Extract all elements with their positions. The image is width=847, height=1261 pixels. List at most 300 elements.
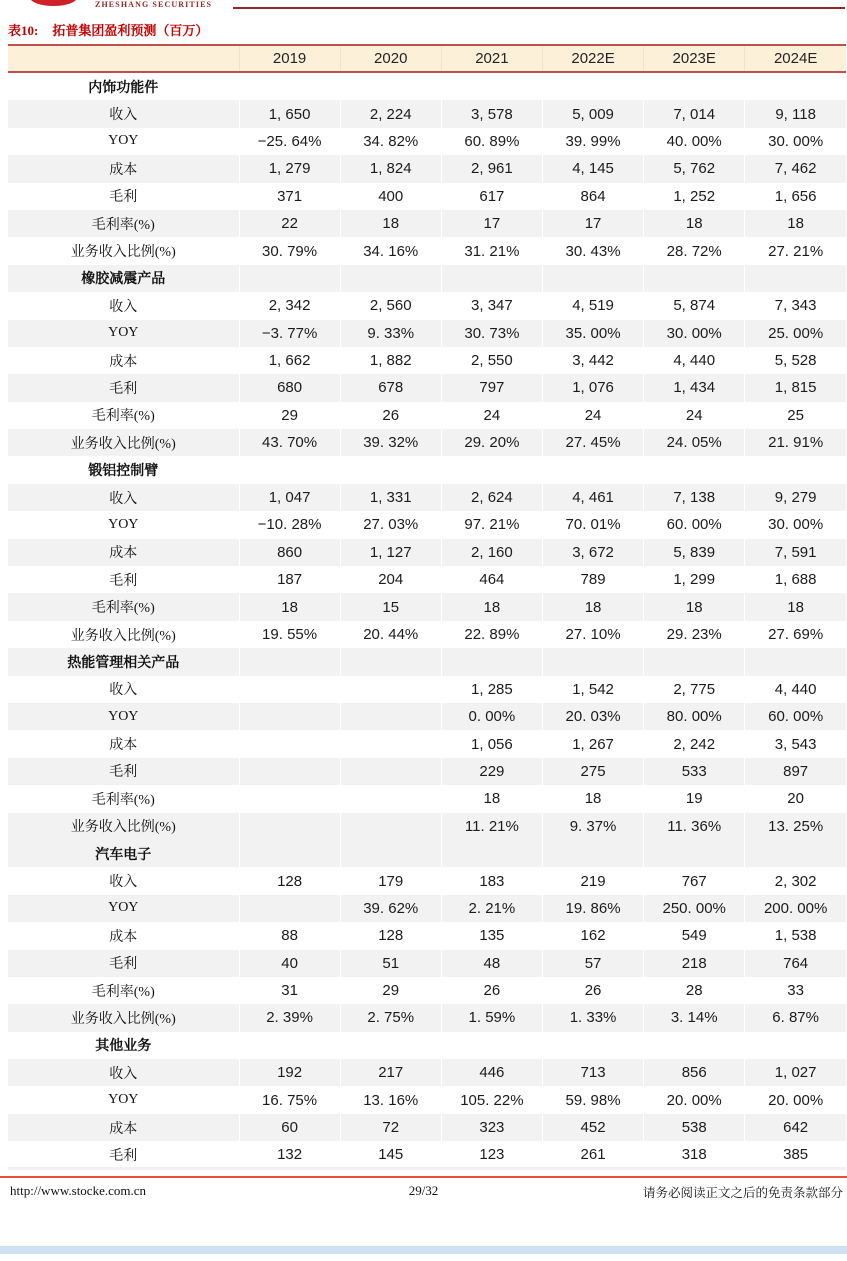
year-column-header: 2020 (340, 45, 441, 72)
cell-value: 1, 815 (745, 374, 846, 401)
cell-value: 80. 00% (644, 703, 745, 730)
cell-value: 678 (340, 374, 441, 401)
cell-value: 7, 014 (644, 100, 745, 127)
cell-value: 30. 79% (239, 237, 340, 264)
cell-value: 2, 342 (239, 292, 340, 319)
cell-value: 789 (542, 566, 643, 593)
cell-value: 2, 242 (644, 730, 745, 757)
cell-value: 7, 343 (745, 292, 846, 319)
table-row (8, 183, 846, 210)
cell-value: 1, 076 (542, 374, 643, 401)
cell-value: 764 (745, 950, 846, 977)
cell-value (239, 895, 340, 922)
table-row (8, 895, 846, 922)
cell-value: 5, 762 (644, 155, 745, 182)
cell-value: 217 (340, 1059, 441, 1086)
table-row (8, 950, 846, 977)
empty-cell (239, 1032, 340, 1059)
cell-value: 27. 03% (340, 511, 441, 538)
cell-value: 21. 91% (745, 429, 846, 456)
row-label: 毛利率(%) (8, 210, 239, 237)
row-label: 收入 (8, 1059, 239, 1086)
empty-cell (644, 1032, 745, 1059)
cell-value: 5, 009 (542, 100, 643, 127)
section-title: 锻铝控制臂 (88, 464, 159, 480)
row-label: 成本 (109, 929, 138, 945)
cell-value: 250. 00% (644, 895, 745, 922)
cell-value: 34. 82% (340, 128, 441, 155)
cell-value: 179 (340, 867, 441, 894)
cell-value: 30. 00% (745, 511, 846, 538)
cell-value: 797 (441, 374, 542, 401)
cell-value: 2. 39% (239, 1004, 340, 1031)
cell-value: 261 (542, 1141, 643, 1168)
cell-value: 11. 21% (441, 813, 542, 840)
section-title: 其他业务 (95, 1039, 152, 1055)
row-label: 成本 (8, 539, 239, 566)
profit-forecast-table (8, 44, 846, 1169)
cell-value: 3, 578 (441, 100, 542, 127)
cell-value (239, 758, 340, 785)
cell-value: 5, 839 (644, 539, 745, 566)
empty-cell (441, 456, 542, 483)
cell-value (340, 758, 441, 785)
cell-value: 28 (644, 977, 745, 1004)
cell-value: −25. 64% (239, 128, 340, 155)
row-label: 毛利 (8, 374, 239, 401)
cell-value (239, 730, 340, 757)
year-header-row (8, 45, 846, 72)
table-row (8, 758, 846, 785)
cell-value: 30. 00% (745, 128, 846, 155)
cell-value: 70. 01% (542, 511, 643, 538)
row-label: 毛利率(%) (8, 593, 239, 620)
cell-value: 51 (340, 950, 441, 977)
cell-value: 26 (542, 977, 643, 1004)
cell-value (340, 730, 441, 757)
section-header-row (8, 456, 846, 483)
empty-cell (745, 72, 846, 100)
cell-value: 2, 624 (441, 484, 542, 511)
cell-value: 132 (239, 1141, 340, 1168)
section-header-row (8, 840, 846, 867)
cell-value: 204 (340, 566, 441, 593)
cell-value: 3, 442 (542, 347, 643, 374)
cell-value: 533 (644, 758, 745, 785)
cell-value: 1, 650 (239, 100, 340, 127)
cell-value: 72 (340, 1114, 441, 1141)
footer-disclaimer: 请务必阅读正文之后的免责条款部分 (642, 1186, 843, 1200)
cell-value: 864 (542, 183, 643, 210)
cell-value: 3, 543 (745, 730, 846, 757)
cell-value: 34. 16% (340, 237, 441, 264)
cell-value: 26 (441, 977, 542, 1004)
table-title-label: 表10: (8, 23, 39, 38)
cell-value: 29 (239, 402, 340, 429)
table-row (8, 922, 846, 949)
empty-cell (542, 648, 643, 675)
cell-value: 275 (542, 758, 643, 785)
table-row (8, 593, 846, 620)
table-row (8, 566, 846, 593)
cell-value: 31. 21% (441, 237, 542, 264)
cell-value: 4, 440 (745, 676, 846, 703)
cell-value: 135 (441, 922, 542, 949)
empty-cell (542, 72, 643, 100)
cell-value: 549 (644, 922, 745, 949)
cell-value: 28. 72% (644, 237, 745, 264)
row-label: 毛利 (109, 1148, 138, 1164)
cell-value: 218 (644, 950, 745, 977)
table-row (8, 210, 846, 237)
cell-value: 24. 05% (644, 429, 745, 456)
table-row (8, 730, 846, 757)
cell-value: 18 (340, 210, 441, 237)
label-column-header (8, 45, 239, 72)
cell-value: 452 (542, 1114, 643, 1141)
cell-value: 29. 20% (441, 429, 542, 456)
section-title: 橡胶减震产品 (8, 265, 239, 292)
cell-value: 162 (542, 922, 643, 949)
table-row (8, 867, 846, 894)
cell-value: 30. 43% (542, 237, 643, 264)
table-row (8, 813, 846, 840)
cell-value: 1, 285 (441, 676, 542, 703)
row-label: YOY (108, 516, 139, 532)
table-title (8, 20, 208, 39)
table-row (8, 347, 846, 374)
empty-cell (239, 72, 340, 100)
row-label: 毛利率(%) (91, 409, 155, 425)
empty-cell (441, 648, 542, 675)
cell-value: 1, 688 (745, 566, 846, 593)
row-label: 业务收入比例(%) (8, 1004, 239, 1031)
empty-cell (745, 840, 846, 867)
cell-value: 1, 056 (441, 730, 542, 757)
empty-cell (239, 840, 340, 867)
cell-value: 18 (644, 210, 745, 237)
section-title: 内饰功能件 (88, 80, 159, 96)
cell-value: 16. 75% (239, 1086, 340, 1113)
cell-value: 30. 00% (644, 320, 745, 347)
cell-value: 1, 542 (542, 676, 643, 703)
cell-value: 20. 44% (340, 621, 441, 648)
table-row (8, 703, 846, 730)
section-title: 热能管理相关产品 (8, 648, 239, 675)
table-row (8, 402, 846, 429)
cell-value: 22. 89% (441, 621, 542, 648)
cell-value: 27. 21% (745, 237, 846, 264)
cell-value: 5, 528 (745, 347, 846, 374)
cell-value: 7, 138 (644, 484, 745, 511)
cell-value: 27. 10% (542, 621, 643, 648)
empty-cell (340, 72, 441, 100)
cell-value: −3. 77% (239, 320, 340, 347)
row-label: 收入 (8, 100, 239, 127)
cell-value: 2, 775 (644, 676, 745, 703)
cell-value: 88 (239, 922, 340, 949)
cell-value: 20. 00% (644, 1086, 745, 1113)
cell-value: 29 (340, 977, 441, 1004)
cell-value: 464 (441, 566, 542, 593)
cell-value: 9. 37% (542, 813, 643, 840)
cell-value: 860 (239, 539, 340, 566)
cell-value: 11. 36% (644, 813, 745, 840)
row-label: 业务收入比例(%) (8, 813, 239, 840)
cell-value: 18 (441, 593, 542, 620)
cell-value: 25 (745, 402, 846, 429)
section-title: 汽车电子 (8, 840, 239, 867)
cell-value: 1, 252 (644, 183, 745, 210)
cell-value: 59. 98% (542, 1086, 643, 1113)
empty-cell (644, 840, 745, 867)
table-row (8, 1004, 846, 1031)
cell-value: 27. 45% (542, 429, 643, 456)
cell-value: 19 (644, 785, 745, 812)
brand-divider (233, 7, 845, 9)
cell-value: 13. 16% (340, 1086, 441, 1113)
table-row (8, 1086, 846, 1113)
table-row (8, 100, 846, 127)
empty-cell (542, 456, 643, 483)
cell-value: 60. 89% (441, 128, 542, 155)
cell-value: 219 (542, 867, 643, 894)
cell-value: 2, 302 (745, 867, 846, 894)
empty-cell (542, 1032, 643, 1059)
cell-value: 3, 347 (441, 292, 542, 319)
year-column-header: 2022E (542, 45, 643, 72)
cell-value: 2, 224 (340, 100, 441, 127)
row-label: 毛利 (109, 190, 138, 206)
section-header-row (8, 1032, 846, 1059)
table-row (8, 977, 846, 1004)
row-label: YOY (108, 1092, 139, 1108)
footer-divider (0, 1176, 847, 1178)
cell-value: 1, 299 (644, 566, 745, 593)
cell-value: 4, 440 (644, 347, 745, 374)
cell-value: 1, 882 (340, 347, 441, 374)
empty-cell (745, 648, 846, 675)
empty-cell (441, 1032, 542, 1059)
empty-cell (239, 265, 340, 292)
row-label: 毛利率(%) (91, 792, 155, 808)
table-row (8, 1114, 846, 1141)
cell-value: 128 (239, 867, 340, 894)
cell-value: 2, 160 (441, 539, 542, 566)
row-label: 收入 (109, 875, 138, 891)
cell-value: 22 (239, 210, 340, 237)
cell-value: 2, 560 (340, 292, 441, 319)
cell-value: 0. 00% (441, 703, 542, 730)
cell-value: 20 (745, 785, 846, 812)
table-row (8, 676, 846, 703)
cell-value: 24 (644, 402, 745, 429)
cell-value: 1, 662 (239, 347, 340, 374)
brand-name: ZHESHANG SECURITIES (95, 0, 213, 9)
cell-value: 60. 00% (644, 511, 745, 538)
empty-cell (542, 265, 643, 292)
table-row (8, 374, 846, 401)
cell-value: 57 (542, 950, 643, 977)
cell-value: 538 (644, 1114, 745, 1141)
section-header-row (8, 648, 846, 675)
cell-value: 17 (441, 210, 542, 237)
cell-value: 18 (239, 593, 340, 620)
footer-url-link[interactable]: http://www.stocke.com.cn (10, 1183, 146, 1198)
cell-value: 1, 127 (340, 539, 441, 566)
cell-value: 9. 33% (340, 320, 441, 347)
cell-value: 318 (644, 1141, 745, 1168)
cell-value: 97. 21% (441, 511, 542, 538)
cell-value: 60 (239, 1114, 340, 1141)
row-label: 收入 (8, 484, 239, 511)
cell-value: 897 (745, 758, 846, 785)
cell-value (239, 813, 340, 840)
cell-value: 40. 00% (644, 128, 745, 155)
empty-cell (644, 265, 745, 292)
table-row (8, 1141, 846, 1168)
row-label: YOY (108, 133, 139, 149)
cell-value: 15 (340, 593, 441, 620)
cell-value: 7, 591 (745, 539, 846, 566)
cell-value (340, 785, 441, 812)
cell-value (340, 813, 441, 840)
cell-value: 856 (644, 1059, 745, 1086)
cell-value: 145 (340, 1141, 441, 1168)
section-header-row (8, 265, 846, 292)
table-title-text: 拓普集团盈利预测（百万） (52, 23, 209, 38)
cell-value: 5, 874 (644, 292, 745, 319)
cell-value: 371 (239, 183, 340, 210)
cell-value: 385 (745, 1141, 846, 1168)
cell-value: 39. 99% (542, 128, 643, 155)
empty-cell (340, 648, 441, 675)
cell-value: 1, 279 (239, 155, 340, 182)
cell-value: 24 (542, 402, 643, 429)
cell-value: 183 (441, 867, 542, 894)
cell-value: 25. 00% (745, 320, 846, 347)
cell-value: 39. 32% (340, 429, 441, 456)
cell-value (239, 703, 340, 730)
cell-value: 2, 961 (441, 155, 542, 182)
cell-value: 29. 23% (644, 621, 745, 648)
table-row (8, 429, 846, 456)
cell-value: 18 (542, 593, 643, 620)
empty-cell (441, 72, 542, 100)
row-label: 业务收入比例(%) (8, 429, 239, 456)
cell-value: 1. 59% (441, 1004, 542, 1031)
cell-value: 18 (441, 785, 542, 812)
cell-value (239, 785, 340, 812)
cell-value: 2. 75% (340, 1004, 441, 1031)
table-row (8, 621, 846, 648)
empty-cell (441, 265, 542, 292)
cell-value: 35. 00% (542, 320, 643, 347)
table-row (8, 785, 846, 812)
empty-cell (745, 265, 846, 292)
cell-value: 24 (441, 402, 542, 429)
row-label: 成本 (8, 1114, 239, 1141)
cell-value: 20. 03% (542, 703, 643, 730)
cell-value: 400 (340, 183, 441, 210)
cell-value: 48 (441, 950, 542, 977)
cell-value: 1, 267 (542, 730, 643, 757)
cell-value: 4, 145 (542, 155, 643, 182)
empty-cell (340, 1032, 441, 1059)
cell-value: 3, 672 (542, 539, 643, 566)
table-row (8, 320, 846, 347)
table-row (8, 539, 846, 566)
page-number: 29/32 (408, 1183, 439, 1198)
cell-value: 105. 22% (441, 1086, 542, 1113)
cell-value: 617 (441, 183, 542, 210)
table-row (8, 128, 846, 155)
empty-cell (745, 1032, 846, 1059)
table-row (8, 511, 846, 538)
cell-value: 128 (340, 922, 441, 949)
cell-value: 7, 462 (745, 155, 846, 182)
cell-value: 1. 33% (542, 1004, 643, 1031)
table-row (8, 292, 846, 319)
cell-value: 200. 00% (745, 895, 846, 922)
cell-value: 229 (441, 758, 542, 785)
cell-value: 1, 824 (340, 155, 441, 182)
cell-value: 27. 69% (745, 621, 846, 648)
cell-value: 2, 550 (441, 347, 542, 374)
cell-value: 642 (745, 1114, 846, 1141)
empty-cell (340, 840, 441, 867)
cell-value: 1, 538 (745, 922, 846, 949)
empty-cell (745, 456, 846, 483)
row-label: YOY (8, 703, 239, 730)
cell-value: 1, 434 (644, 374, 745, 401)
cell-value: 446 (441, 1059, 542, 1086)
year-column-header: 2024E (745, 45, 846, 72)
cell-value: 30. 73% (441, 320, 542, 347)
cell-value: 39. 62% (340, 895, 441, 922)
year-column-header: 2021 (441, 45, 542, 72)
table-row (8, 484, 846, 511)
bottom-accent-bar (0, 1246, 847, 1254)
year-column-header: 2023E (644, 45, 745, 72)
section-header-row (8, 72, 846, 100)
empty-cell (644, 456, 745, 483)
row-label: 毛利率(%) (91, 984, 155, 1000)
cell-value: 3. 14% (644, 1004, 745, 1031)
cell-value: 1, 027 (745, 1059, 846, 1086)
cell-value: 187 (239, 566, 340, 593)
row-label: 收入 (109, 683, 138, 699)
cell-value: 18 (745, 210, 846, 237)
row-label: 业务收入比例(%) (70, 245, 176, 261)
cell-value: 19. 86% (542, 895, 643, 922)
empty-cell (644, 648, 745, 675)
cell-value: 18 (644, 593, 745, 620)
cell-value: 1, 656 (745, 183, 846, 210)
cell-value: 2. 21% (441, 895, 542, 922)
empty-cell (441, 840, 542, 867)
cell-value: 192 (239, 1059, 340, 1086)
row-label: 成本 (109, 738, 138, 754)
table-row (8, 237, 846, 264)
cell-value (340, 703, 441, 730)
cell-value: 17 (542, 210, 643, 237)
row-label: 收入 (109, 299, 138, 315)
cell-value: 4, 461 (542, 484, 643, 511)
cell-value: 60. 00% (745, 703, 846, 730)
cell-value: 4, 519 (542, 292, 643, 319)
cell-value: −10. 28% (239, 511, 340, 538)
